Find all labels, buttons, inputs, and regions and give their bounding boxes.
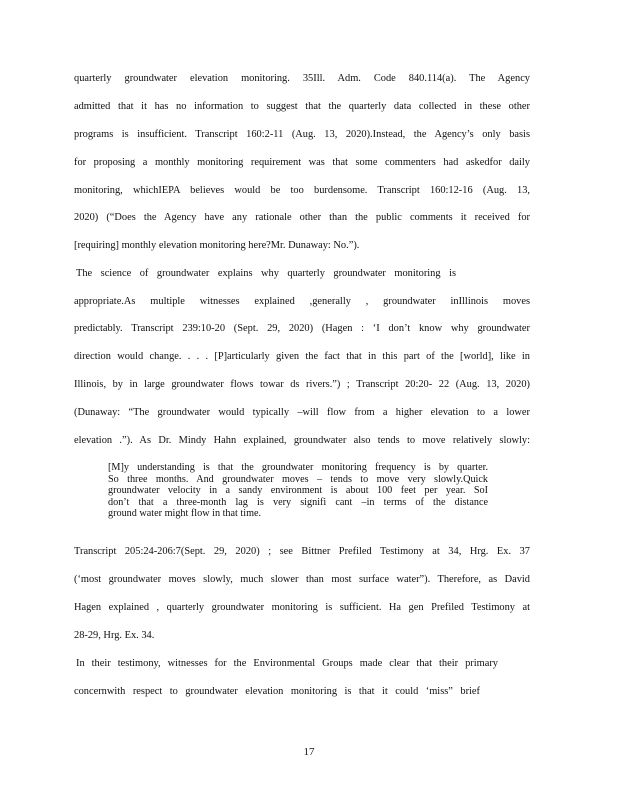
body-line: concernwith respect to groundwater elevation monitoring is that it could ‘miss” brief bbox=[74, 686, 480, 697]
body-line: Hagen explained , quarterly groundwater monitoring is sufficient. Ha gen Prefiled Testimony at bbox=[74, 602, 530, 613]
body-line: (Dunaway: “The groundwater would typically –will flow from a higher elevation to a lower bbox=[74, 407, 530, 418]
body-line: quarterly groundwater elevation monitoring. 35Ill. Adm. Code 840.114(a). The Agency bbox=[74, 73, 530, 84]
quote-line: So three months. And groundwater moves – tends to move very slowly.Quick bbox=[108, 473, 488, 485]
quote-line: ground water might flow in that time. bbox=[108, 508, 262, 520]
body-line: monitoring, whichIEPA believes would be too burdensome. Transcript 160:12-16 (Aug. 13, bbox=[74, 185, 530, 196]
quote-line: groundwater velocity in a sandy environment is about 100 feet per year. SoI bbox=[108, 485, 488, 497]
body-line: for proposing a monthly monitoring requirement was that some commenters had askedfor daily bbox=[74, 157, 530, 168]
quote-line: don’t that a three-month lag is very signifi cant –in terms of the distance bbox=[108, 496, 488, 508]
paragraph-first-line: In their testimony, witnesses for the Environmental Groups made clear that their primary bbox=[76, 658, 498, 669]
block-quote bbox=[108, 462, 488, 520]
body-line: 28-29, Hrg. Ex. 34. bbox=[74, 630, 155, 641]
body-line: appropriate.As multiple witnesses explained ,generally , groundwater inIllinois moves bbox=[74, 296, 530, 307]
body-line: direction would change. . . . [P]articularly given the fact that in this part of the [world], like in bbox=[74, 351, 530, 362]
page-number: 17 bbox=[303, 746, 315, 758]
paragraph-first-line: The science of groundwater explains why quarterly groundwater monitoring is bbox=[76, 268, 456, 279]
body-line: programs is insufficient. Transcript 160:2-11 (Aug. 13, 2020).Instead, the Agency’s only basis bbox=[74, 129, 530, 140]
body-line: admitted that it has no information to suggest that the quarterly data collected in these other bbox=[74, 101, 530, 112]
quote-line: [M]y understanding is that the groundwater monitoring frequency is by quarter. bbox=[108, 462, 488, 473]
body-line: predictably. Transcript 239:10-20 (Sept. 29, 2020) (Hagen : ‘I don’t know why groundwater bbox=[74, 323, 530, 334]
body-line: elevation .”). As Dr. Mindy Hahn explained, groundwater also tends to move relatively slowly: bbox=[74, 435, 530, 446]
body-line: Illinois, by in large groundwater flows towar ds rivers.”) ; Transcript 20:20- 22 (Aug. 13, 2020) bbox=[74, 379, 530, 390]
body-line: [requiring] monthly elevation monitoring here?Mr. Dunaway: No.”). bbox=[74, 240, 360, 251]
body-line: (‘most groundwater moves slowly, much slower than most surface water”). Therefore, as David bbox=[74, 574, 530, 585]
body-line: 2020) (“Does the Agency have any rationale other than the public comments it received for bbox=[74, 212, 530, 223]
body-line: Transcript 205:24-206:7(Sept. 29, 2020) ; see Bittner Prefiled Testimony at 34, Hrg. Ex. 37 bbox=[74, 546, 530, 557]
